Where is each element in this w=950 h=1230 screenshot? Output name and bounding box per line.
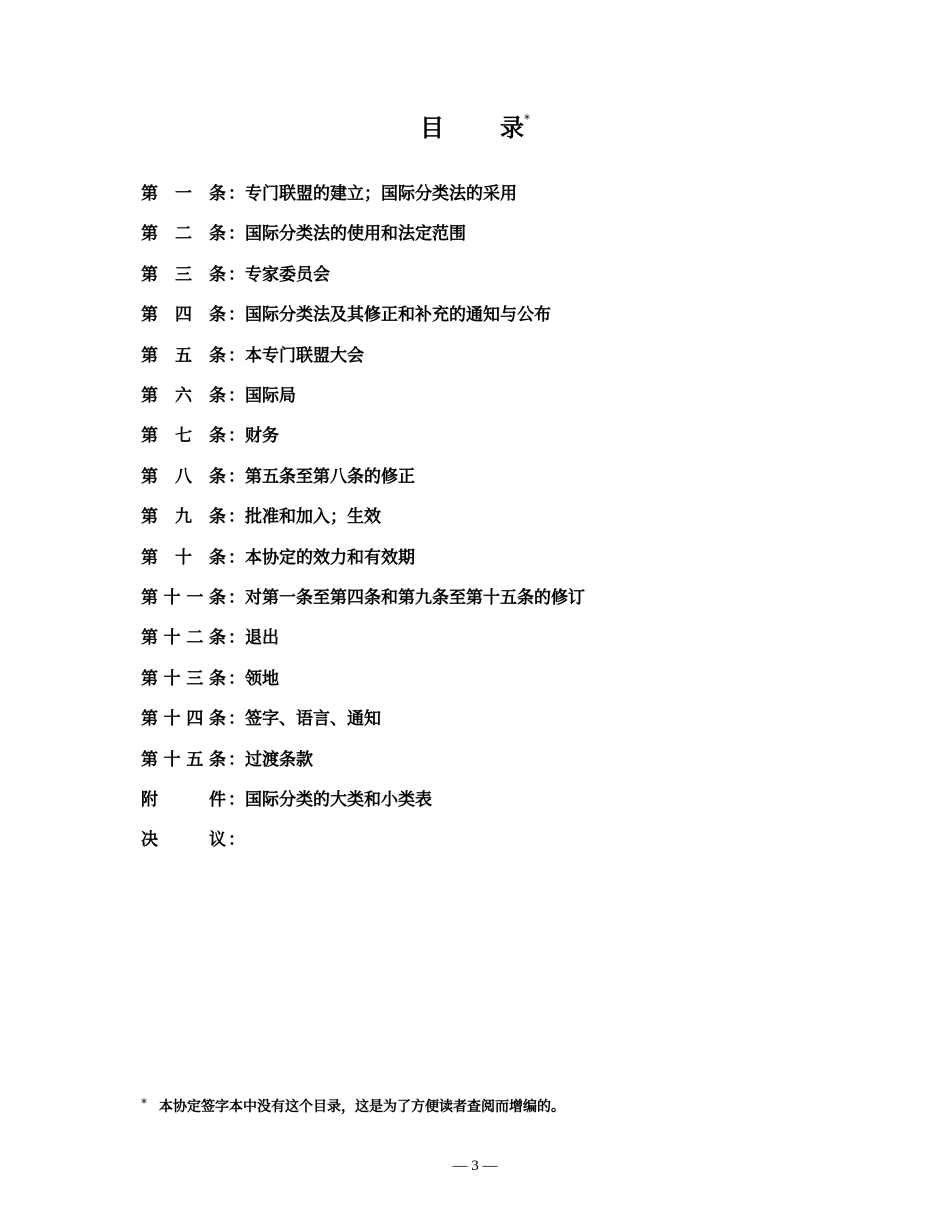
toc-entry-colon: ： xyxy=(228,548,245,568)
toc-entry-label: 第 八 条 xyxy=(141,467,226,487)
toc-entry xyxy=(141,342,364,370)
toc-entry-colon: ： xyxy=(228,507,245,527)
toc-entry-title: 本专门联盟大会 xyxy=(245,346,364,366)
title-part-1: 目 xyxy=(420,114,444,142)
toc-entry-colon: ： xyxy=(228,386,245,406)
toc-entry-colon: ： xyxy=(228,588,245,608)
toc-entry xyxy=(141,665,279,693)
toc-entry-title: 退出 xyxy=(245,628,279,648)
toc-entry-title: 国际分类法及其修正和补充的通知与公布 xyxy=(245,305,551,325)
page-title xyxy=(0,108,950,143)
toc-entry-label: 第 九 条 xyxy=(141,507,226,527)
toc-entry-title: 国际局 xyxy=(245,386,296,406)
footnote-marker: * xyxy=(141,1096,147,1110)
toc-entry xyxy=(141,261,330,289)
toc-entry-label: 第 十 二 条 xyxy=(141,628,226,648)
toc-entry-title: 第五条至第八条的修正 xyxy=(245,467,415,487)
toc-entry-colon: ： xyxy=(228,265,245,285)
toc-entry xyxy=(141,624,279,652)
toc-entry xyxy=(141,422,279,450)
toc-entry-label: 附 件 xyxy=(141,790,226,810)
page-number: — 3 — xyxy=(452,1158,498,1174)
title-part-2: 录 xyxy=(500,114,524,142)
footnote-text: 本协定签字本中没有这个目录，这是为了方便读者查阅而增编的。 xyxy=(159,1099,565,1115)
toc-entry-colon: ： xyxy=(228,669,245,689)
toc-entry-colon: ： xyxy=(228,750,245,770)
toc-entry xyxy=(141,826,245,854)
toc-entry-title: 财务 xyxy=(245,426,279,446)
toc-entry-label: 第 十 三 条 xyxy=(141,669,226,689)
toc-entry-title: 本协定的效力和有效期 xyxy=(245,548,415,568)
toc-entry-title: 过渡条款 xyxy=(245,750,313,770)
toc-entry xyxy=(141,382,296,410)
toc-entry-colon: ： xyxy=(228,467,245,487)
toc-entry-label: 第 三 条 xyxy=(141,265,226,285)
toc-entry xyxy=(141,301,551,329)
toc-entry-label: 第 十 四 条 xyxy=(141,709,226,729)
toc-entry-title: 国际分类法的使用和法定范围 xyxy=(245,224,466,244)
toc-entry-title: 专门联盟的建立；国际分类法的采用 xyxy=(245,184,517,204)
toc-entry-label: 第 一 条 xyxy=(141,184,226,204)
toc-entry-colon: ： xyxy=(228,346,245,366)
toc-entry-colon: ： xyxy=(228,830,245,850)
toc-entry-label: 第 六 条 xyxy=(141,386,226,406)
toc-entry xyxy=(141,584,585,612)
toc-entry xyxy=(141,180,517,208)
toc-entry-label: 第 七 条 xyxy=(141,426,226,446)
toc-entry-title: 领地 xyxy=(245,669,279,689)
toc-entry-colon: ： xyxy=(228,790,245,810)
toc-entry-colon: ： xyxy=(228,709,245,729)
toc-entry-colon: ： xyxy=(228,628,245,648)
toc-entry xyxy=(141,503,381,531)
toc-entry xyxy=(141,705,381,733)
toc-entry xyxy=(141,220,466,248)
toc-entry-label: 第 五 条 xyxy=(141,346,226,366)
title-footnote-marker: * xyxy=(524,112,530,126)
toc-entry-label: 第 四 条 xyxy=(141,305,226,325)
toc-entry-colon: ： xyxy=(228,224,245,244)
footnote xyxy=(141,1096,565,1116)
toc-entry xyxy=(141,544,415,572)
toc-entry-colon: ： xyxy=(228,426,245,446)
toc-entry-title: 对第一条至第四条和第九条至第十五条的修订 xyxy=(245,588,585,608)
toc-entry-title: 签字、语言、通知 xyxy=(245,709,381,729)
toc-entry-label: 第 十 条 xyxy=(141,548,226,568)
toc-entry-label: 决 议 xyxy=(141,830,226,850)
toc-entry xyxy=(141,786,432,814)
toc-entry xyxy=(141,746,313,774)
toc-entry-title: 批准和加入；生效 xyxy=(245,507,381,527)
toc-entry-label: 第 十 一 条 xyxy=(141,588,226,608)
toc-entry-title: 国际分类的大类和小类表 xyxy=(245,790,432,810)
toc-entry-label: 第 十 五 条 xyxy=(141,750,226,770)
toc-entry-title: 专家委员会 xyxy=(245,265,330,285)
toc-entry xyxy=(141,463,415,491)
toc-entry-colon: ： xyxy=(228,184,245,204)
toc-entry-colon: ： xyxy=(228,305,245,325)
toc-entry-label: 第 二 条 xyxy=(141,224,226,244)
